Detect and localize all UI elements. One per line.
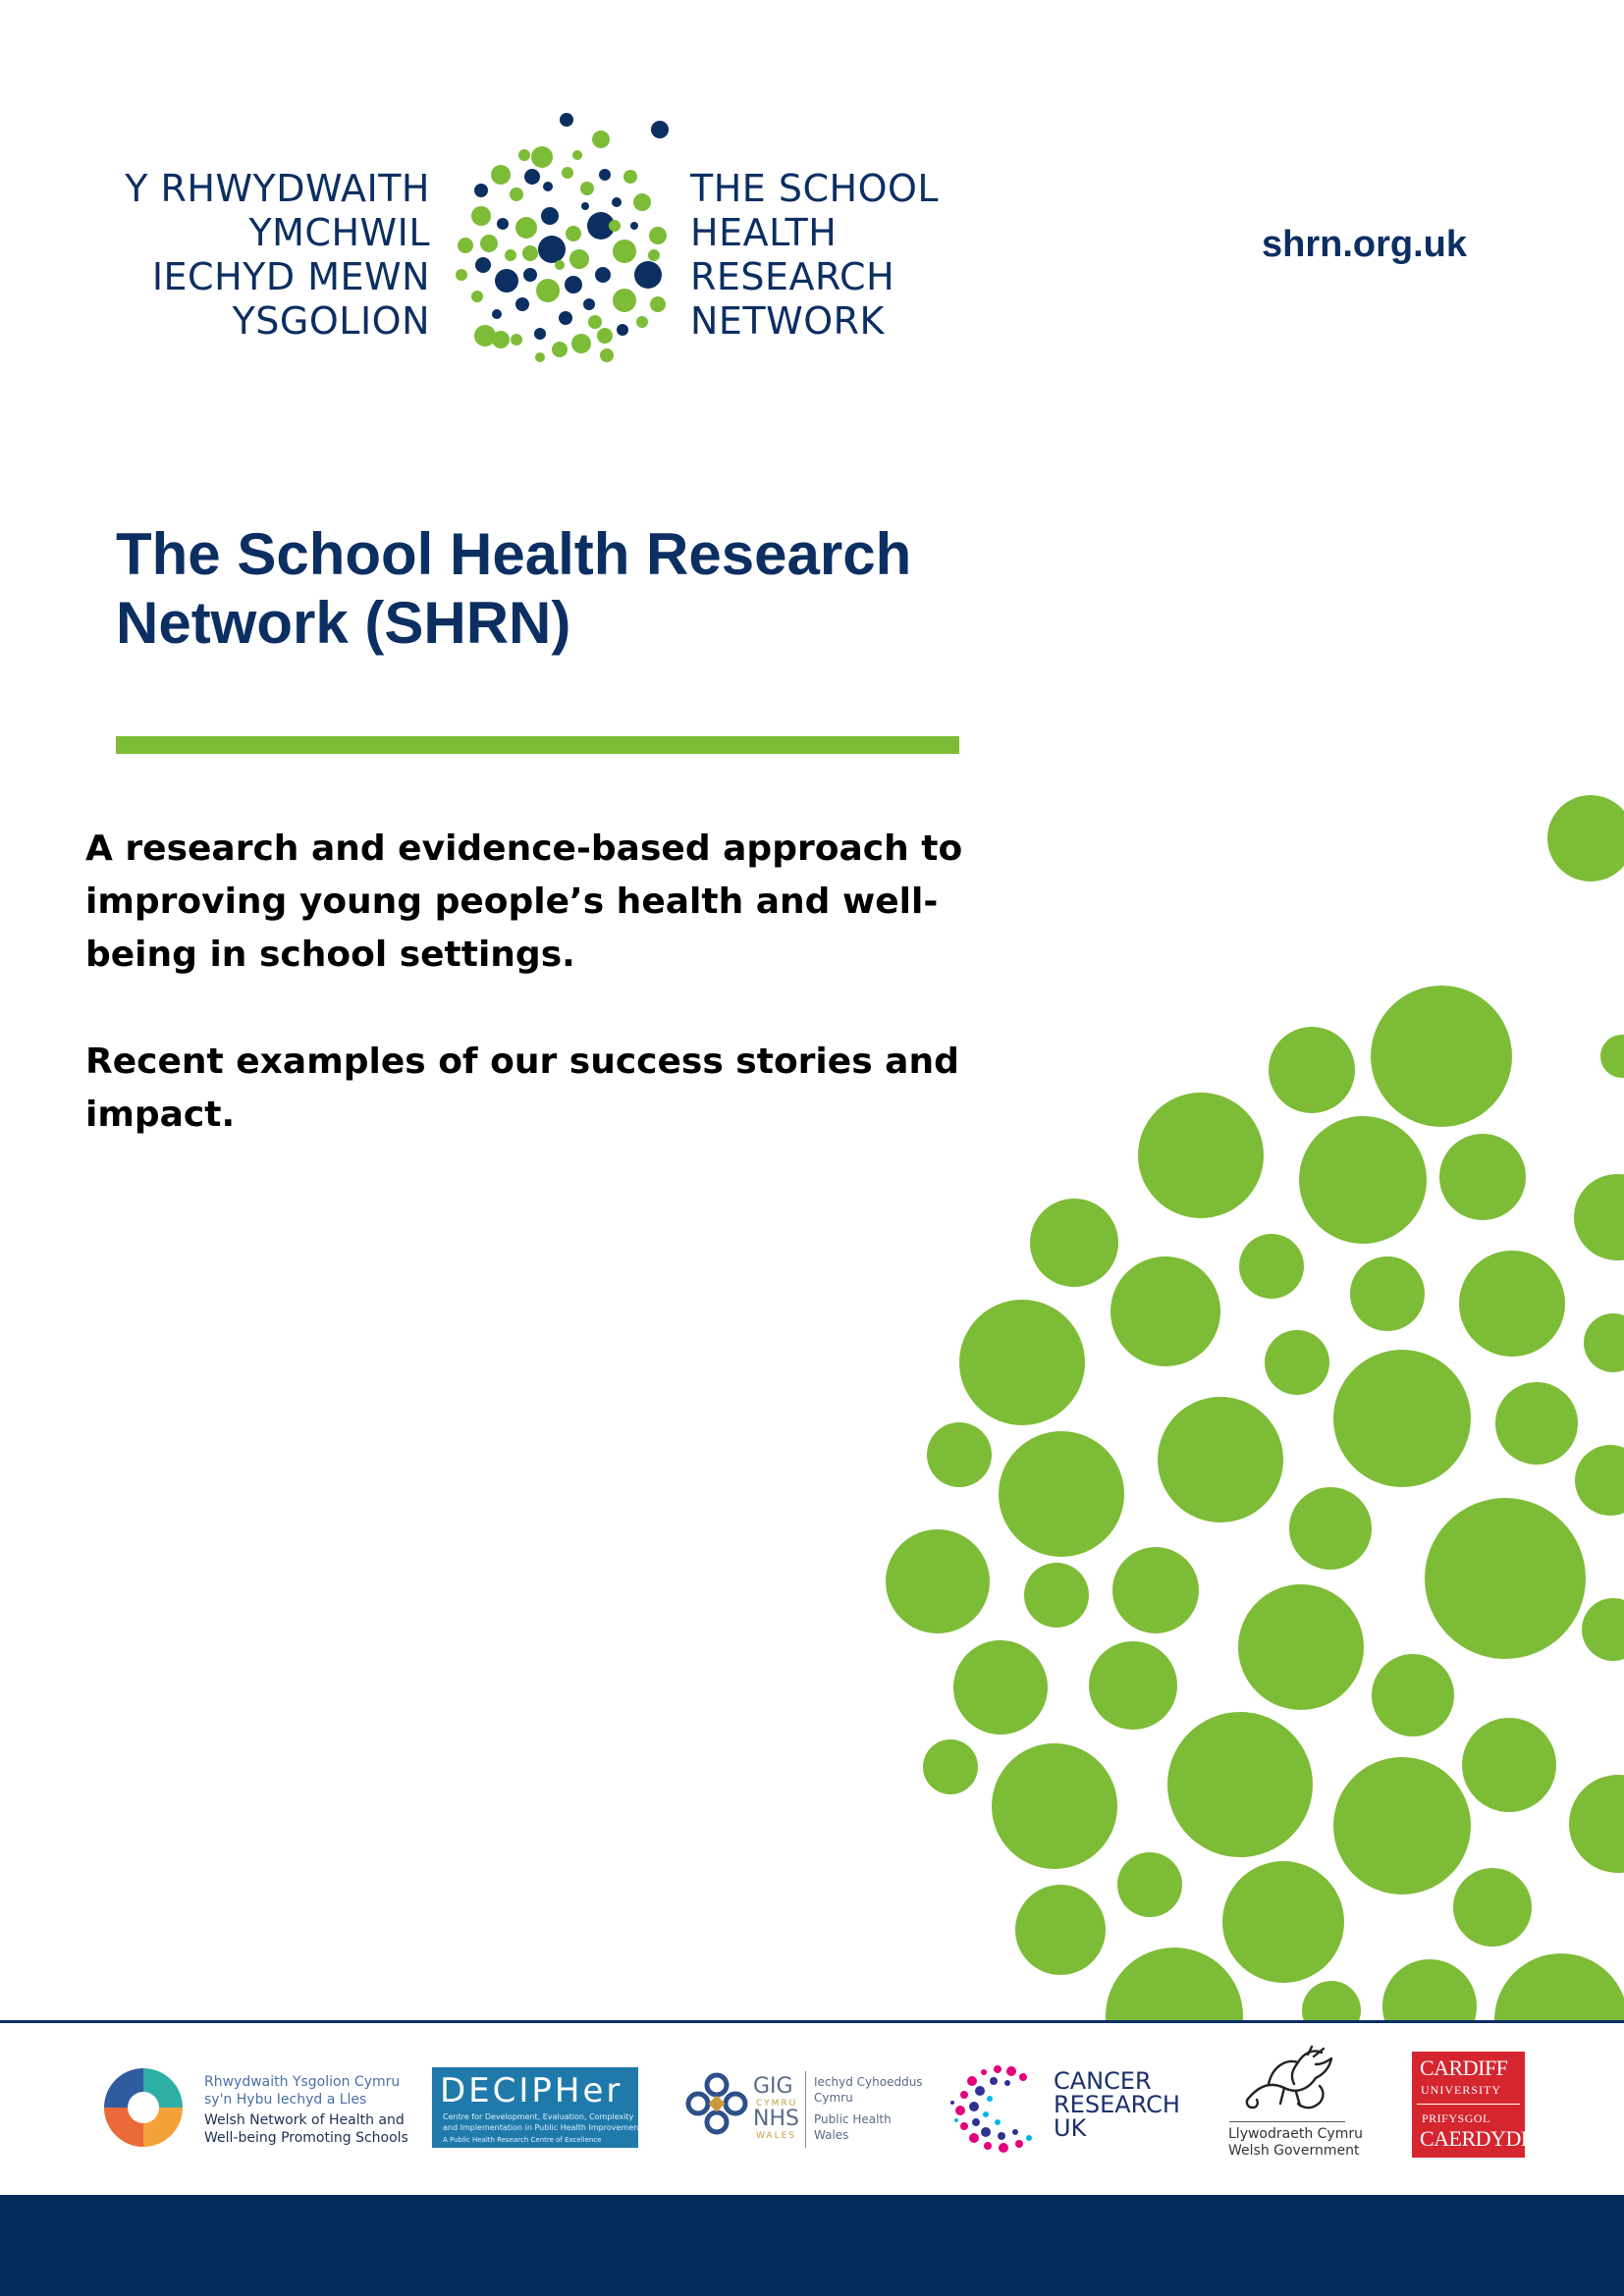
- cardiff-logo-divider: [1417, 2104, 1520, 2105]
- welsh-gov-rule: [1229, 2121, 1345, 2122]
- decipher-name: DECIPHer: [440, 2071, 623, 2110]
- cardiff-line: CARDIFF: [1420, 2056, 1508, 2080]
- wnhwps-english-line: Welsh Network of Health and: [204, 2112, 405, 2128]
- decorative-green-dots: [884, 775, 1624, 2022]
- cardiff-line: CAERDYDD: [1420, 2126, 1537, 2151]
- decipher-tagline: A Public Health Research Centre of Excellence: [443, 2136, 602, 2144]
- logo-english-line: NETWORK: [690, 299, 885, 343]
- page-title-line: Network (SHRN): [116, 590, 571, 656]
- cruk-line: CANCER: [1054, 2067, 1152, 2095]
- phw-welsh-line: Cymru: [814, 2091, 853, 2105]
- cruk-line: RESEARCH: [1054, 2091, 1180, 2118]
- welsh-dragon-icon: [1239, 2045, 1337, 2119]
- nhs-wales-knot-icon: [684, 2071, 749, 2136]
- welsh-gov-english-name: Welsh Government: [1228, 2143, 1360, 2159]
- wnhwps-welsh-line: sy'n Hybu Iechyd a Lles: [204, 2092, 367, 2108]
- cancer-research-uk-logo-icon: [950, 2061, 1045, 2156]
- intro-line: A research and evidence-based approach to: [85, 828, 963, 869]
- title-divider: [116, 736, 959, 754]
- footer-divider: [0, 2020, 1624, 2023]
- shrn-dot-logo-icon: [442, 108, 677, 363]
- wnhwps-welsh-line: Rhwydwaith Ysgolion Cymru: [204, 2074, 401, 2090]
- logo-english-text: [690, 167, 1004, 344]
- nhs-cymru-text: CYMRU: [756, 2099, 798, 2109]
- intro-paragraph: [85, 823, 963, 982]
- wnhwps-english-line: Well-being Promoting Schools: [204, 2130, 408, 2146]
- intro-line: improving young people’s health and well-: [85, 881, 939, 922]
- nhs-gig-text: GIG: [753, 2074, 793, 2099]
- logo-english-line: THE SCHOOL: [690, 167, 940, 210]
- cardiff-line: PRIFYSGOL: [1422, 2111, 1490, 2125]
- phw-welsh-line: Iechyd Cyhoeddus: [814, 2075, 923, 2089]
- nhs-nhs-text: NHS: [753, 2107, 799, 2131]
- cruk-line: UK: [1054, 2114, 1087, 2142]
- wnhwps-swirl-logo-icon: [100, 2064, 187, 2151]
- welsh-gov-welsh-name: Llywodraeth Cymru: [1228, 2126, 1363, 2142]
- phw-english-line: Public Health: [814, 2112, 892, 2126]
- logo-welsh-line: YMCHWIL: [248, 211, 430, 254]
- logo-welsh-line: IECHYD MEWN: [151, 255, 430, 298]
- decipher-subtitle: Centre for Development, Evaluation, Complexity: [443, 2112, 634, 2121]
- examples-paragraph: [85, 1036, 959, 1142]
- logo-welsh-text: [98, 167, 430, 344]
- website-link[interactable]: shrn.org.uk: [1262, 224, 1468, 265]
- cardiff-line: UNIVERSITY: [1421, 2083, 1501, 2097]
- logo-welsh-line: YSGOLION: [232, 299, 430, 343]
- intro-line: being in school settings.: [85, 934, 575, 975]
- nhs-wales-text: WALES: [756, 2131, 796, 2141]
- decipher-subtitle: and Implementation in Public Health Improvement: [443, 2123, 642, 2132]
- nhs-divider: [805, 2071, 806, 2148]
- footer-bar: [0, 2195, 1624, 2296]
- page-title-line: The School Health Research: [116, 521, 912, 587]
- examples-line: impact.: [85, 1095, 236, 1135]
- page-title: [116, 520, 1000, 658]
- logo-welsh-line: Y RHWYDWAITH: [125, 167, 430, 210]
- phw-english-line: Wales: [814, 2128, 849, 2142]
- logo-english-line: HEALTH: [690, 211, 838, 254]
- logo-english-line: RESEARCH: [690, 255, 895, 298]
- examples-line: Recent examples of our success stories and: [85, 1041, 959, 1082]
